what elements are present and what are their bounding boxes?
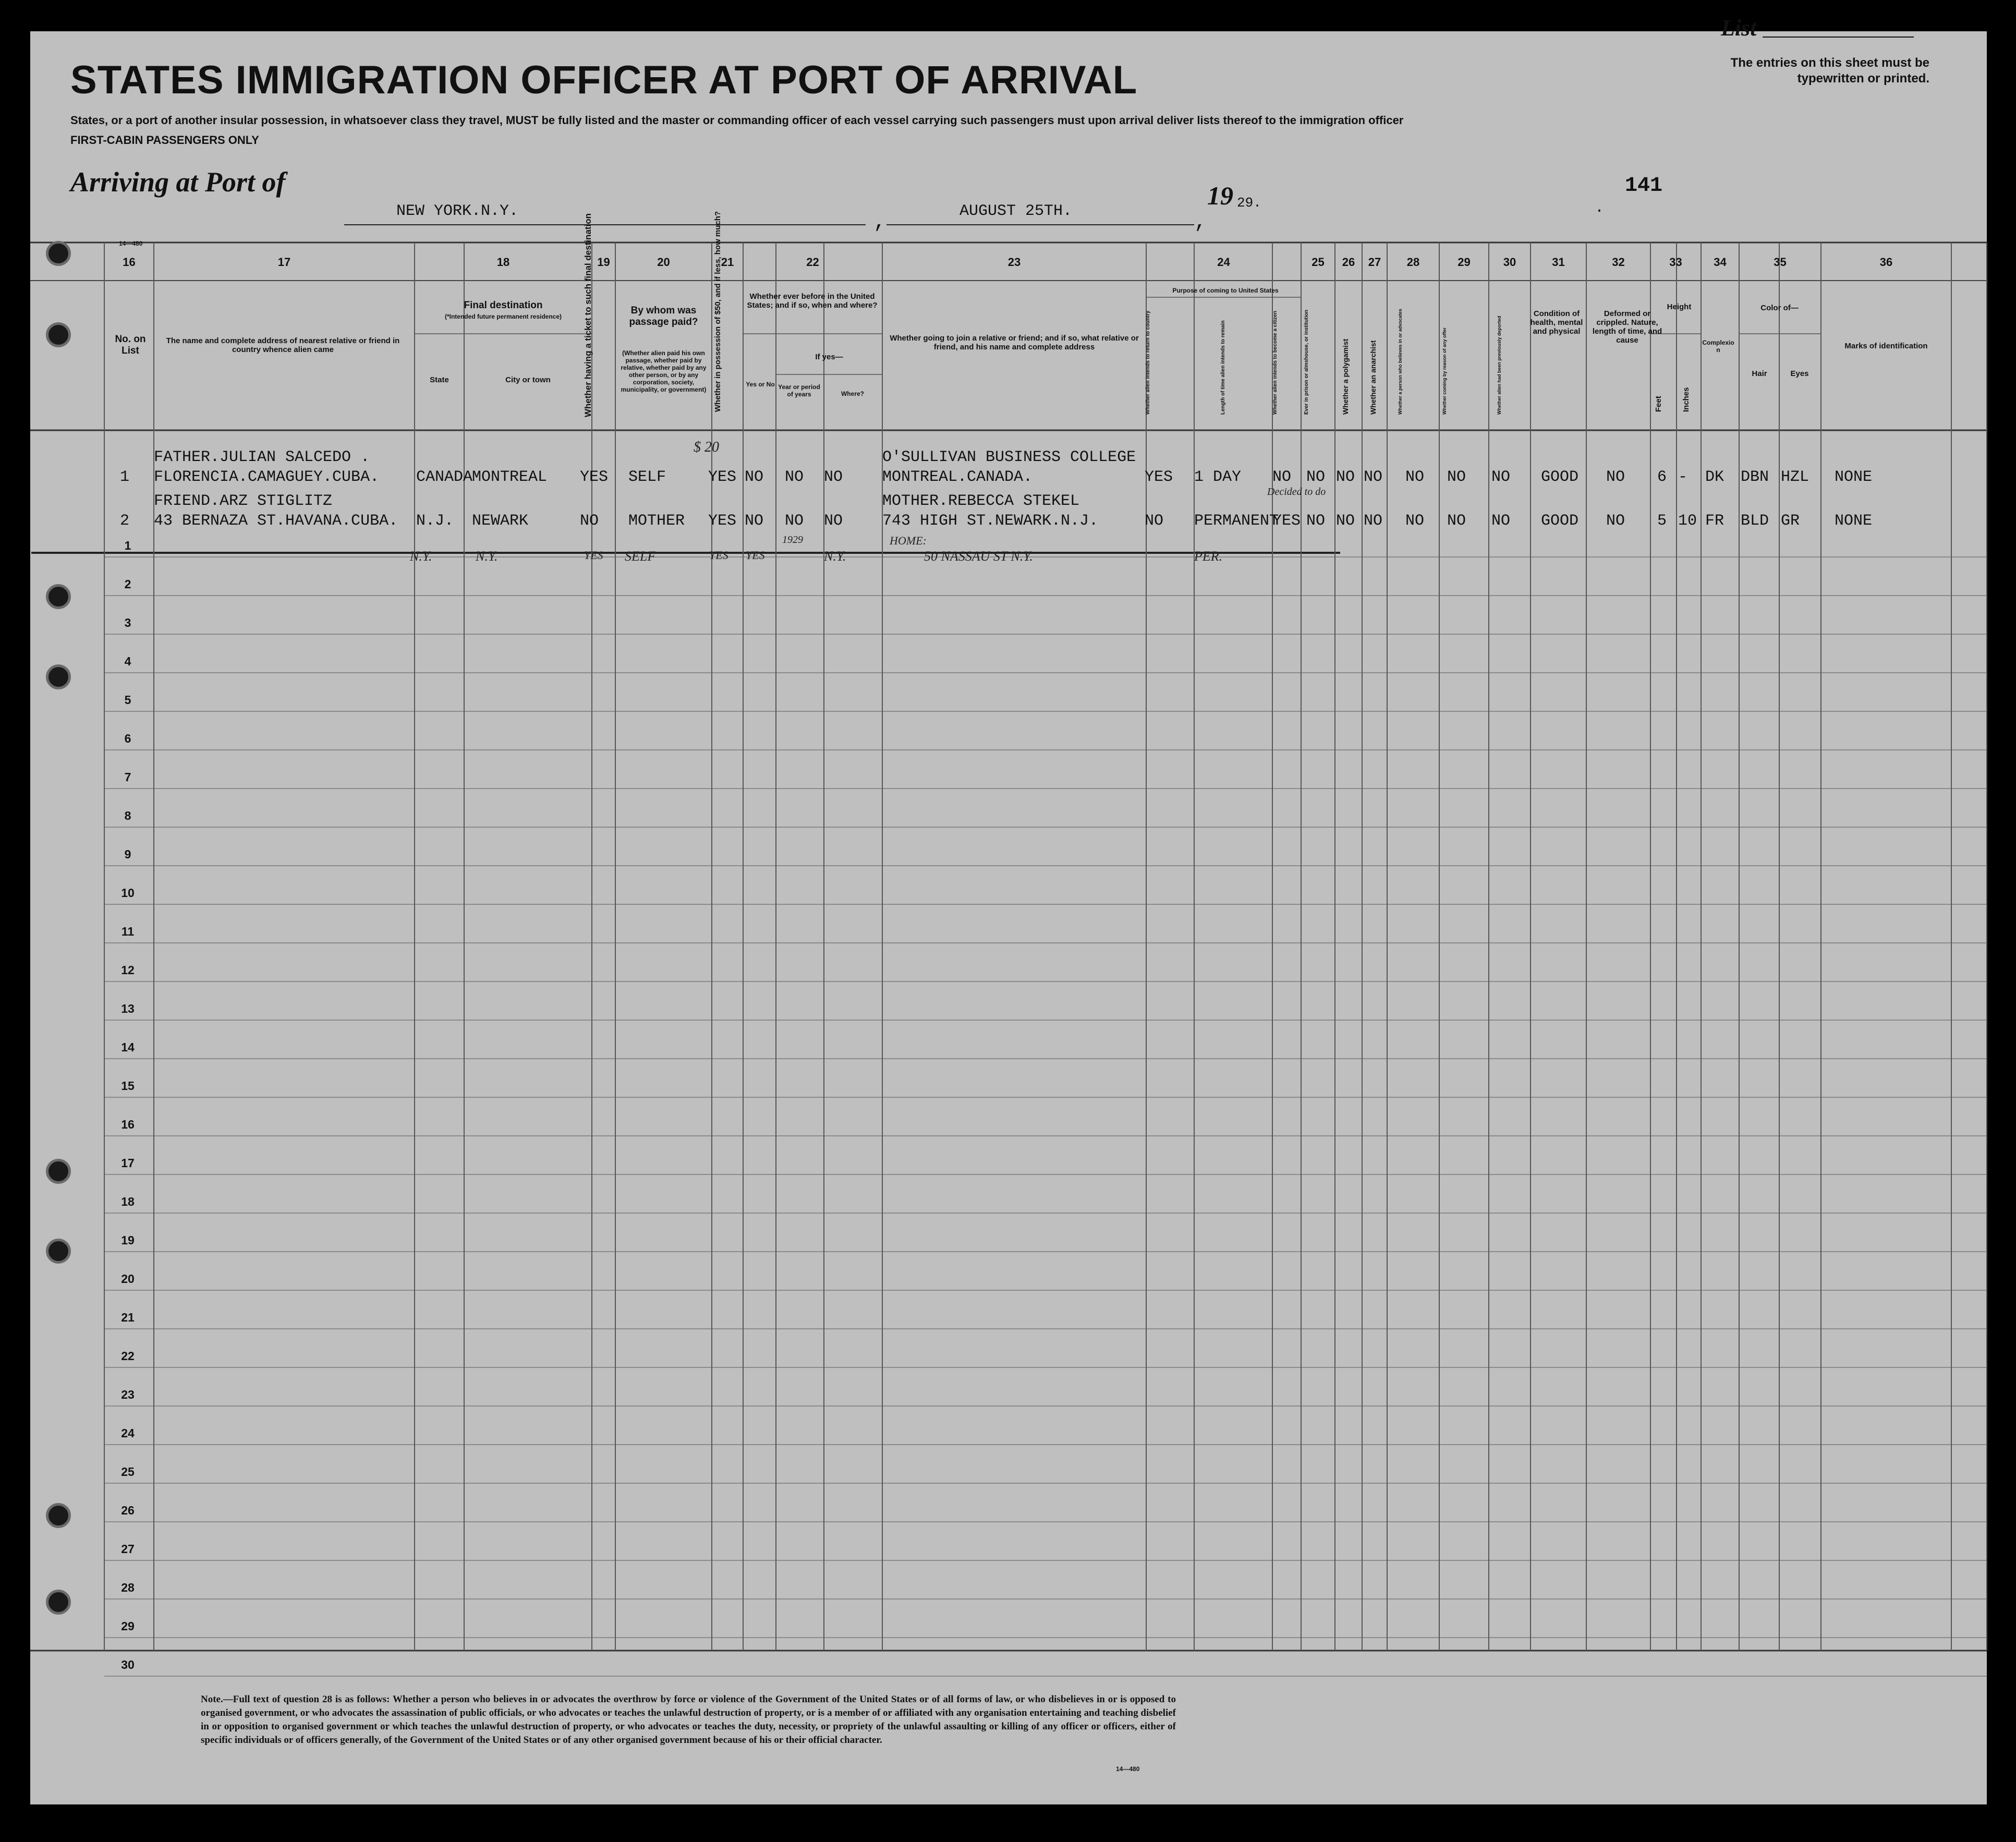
complexion: DK bbox=[1705, 468, 1724, 486]
row-number: 27 bbox=[121, 1542, 135, 1556]
return-intent: NO bbox=[1145, 512, 1164, 530]
col22-where-heading: Where? bbox=[841, 390, 864, 397]
column-number: 26 bbox=[1342, 256, 1355, 269]
hw-r3-length: PER. bbox=[1194, 549, 1223, 564]
column-number: 34 bbox=[1714, 256, 1727, 269]
hw-r3-before: YES bbox=[746, 549, 765, 562]
hw-r3-address: 50 NASSAU ST N.Y. bbox=[924, 549, 1033, 564]
typewritten-notice: The entries on this sheet must be typewritten or printed. bbox=[1730, 56, 1929, 86]
col30-heading: Whether alien had been previously deported bbox=[1497, 316, 1502, 415]
row-number: 29 bbox=[121, 1619, 135, 1633]
row-number: 13 bbox=[121, 1002, 135, 1015]
ticket: NO bbox=[580, 512, 599, 530]
row-number: 10 bbox=[121, 886, 135, 900]
col22-year-heading: Year or period of years bbox=[778, 383, 820, 398]
column-number: 36 bbox=[1879, 256, 1893, 269]
hw-r3-home: HOME: bbox=[890, 534, 927, 547]
list-number-line bbox=[1763, 37, 1914, 38]
row-number: 18 bbox=[121, 1195, 135, 1208]
binder-hole bbox=[46, 1239, 71, 1264]
port-value: NEW YORK.N.Y. bbox=[396, 202, 519, 220]
relative-address: 43 BERNAZA ST.HAVANA.CUBA. bbox=[154, 512, 398, 530]
hair: BLD bbox=[1741, 512, 1769, 530]
overthrow: NO bbox=[1405, 468, 1425, 486]
row-number: 28 bbox=[121, 1581, 135, 1594]
height-feet: 6 bbox=[1657, 468, 1667, 486]
length-stay: PERMANENT bbox=[1194, 512, 1279, 530]
row-number: 22 bbox=[121, 1349, 135, 1363]
column-number: 23 bbox=[1007, 256, 1021, 269]
row-number: 24 bbox=[121, 1426, 135, 1440]
deported: NO bbox=[1491, 512, 1511, 530]
offer: NO bbox=[1447, 512, 1466, 530]
dest-state: N.J. bbox=[416, 512, 454, 530]
row-number: 9 bbox=[124, 847, 131, 861]
binder-hole bbox=[46, 1159, 71, 1184]
column-number: 20 bbox=[657, 256, 670, 269]
row-number: 30 bbox=[121, 1658, 135, 1671]
hw-r3-year: 1929 bbox=[782, 534, 803, 546]
column-number: 32 bbox=[1612, 256, 1625, 269]
row-number: 17 bbox=[121, 1156, 135, 1170]
row-number: 2 bbox=[124, 577, 131, 591]
polygamist: NO bbox=[1336, 468, 1355, 486]
binder-hole bbox=[46, 1590, 71, 1615]
offer: NO bbox=[1447, 468, 1466, 486]
date-line bbox=[886, 224, 1194, 225]
health: GOOD bbox=[1541, 468, 1579, 486]
entry-number: 1 bbox=[120, 468, 130, 486]
before-yesno: NO bbox=[745, 468, 764, 486]
column-number: 30 bbox=[1503, 256, 1516, 269]
column-number: 18 bbox=[496, 256, 510, 269]
joining-address: 743 HIGH ST.NEWARK.N.J. bbox=[882, 512, 1099, 530]
anarchist: NO bbox=[1364, 512, 1383, 530]
dest-city: MONTREAL bbox=[472, 468, 548, 486]
before-yesno: NO bbox=[745, 512, 764, 530]
marks: NONE bbox=[1835, 468, 1873, 486]
hw-r3-city: N.Y. bbox=[476, 549, 498, 564]
col31-heading: Condition of health, mental and physical bbox=[1530, 309, 1583, 336]
column-number: 25 bbox=[1311, 256, 1325, 269]
form-number-top: 14—480 bbox=[119, 240, 143, 247]
col33-heading: Height bbox=[1667, 302, 1692, 311]
list-label: List bbox=[1721, 15, 1757, 41]
column-number: 33 bbox=[1669, 256, 1682, 269]
entry-number: 2 bbox=[120, 512, 130, 530]
has-fifty: YES bbox=[708, 468, 737, 486]
col18-note: (*Intended future permanent residence) bbox=[444, 313, 562, 320]
health: GOOD bbox=[1541, 512, 1579, 530]
deformed: NO bbox=[1606, 468, 1625, 486]
hw-r1-fifty-mark: $ 20 bbox=[694, 439, 719, 455]
col22-ifyes-heading: If yes— bbox=[815, 353, 843, 361]
row-number: 16 bbox=[121, 1118, 135, 1131]
binder-hole bbox=[46, 584, 71, 609]
col20-note: (Whether alien paid his own passage, whether paid by relative, whether paid by any other person, or by any corporation, society, municipality, or government) bbox=[621, 349, 707, 393]
col36-heading: Marks of identification bbox=[1844, 342, 1928, 350]
row-number: 20 bbox=[121, 1272, 135, 1286]
col25-heading: Ever in prison or almshouse, or institution bbox=[1304, 309, 1309, 415]
col24-heading: Purpose of coming to United States bbox=[1172, 287, 1279, 294]
page-subtitle: States, or a port of another insular possession, in whatsoever class they travel, MUST be fully listed and the master or commanding officer of each vessel carrying such passengers must upon arrival deliver lists thereof to the immigration officer bbox=[70, 114, 1404, 127]
before-year: NO bbox=[785, 468, 804, 486]
row-number: 6 bbox=[124, 732, 131, 745]
col18-city-heading: City or town bbox=[505, 375, 551, 384]
height-feet: 5 bbox=[1657, 512, 1667, 530]
citizen: NO bbox=[1272, 468, 1292, 486]
col32-heading: Deformed or crippled. Nature, length of time, and cause bbox=[1592, 309, 1662, 345]
relative-address: FLORENCIA.CAMAGUEY.CUBA. bbox=[154, 468, 380, 486]
height-inches: 10 bbox=[1678, 512, 1697, 530]
col18-state-heading: State bbox=[430, 375, 449, 384]
joining-name: MOTHER.REBECCA STEKEL bbox=[882, 492, 1080, 510]
page-number: 141 bbox=[1625, 174, 1663, 198]
before-where: NO bbox=[824, 512, 843, 530]
col28-heading: Whether a person who believes in or advocates bbox=[1398, 308, 1403, 415]
col35-hair-heading: Hair bbox=[1752, 369, 1767, 378]
return-intent: YES bbox=[1145, 468, 1173, 486]
column-number: 24 bbox=[1217, 256, 1230, 269]
col16-heading: No. on List bbox=[115, 334, 146, 356]
eyes: GR bbox=[1781, 512, 1800, 530]
binder-hole bbox=[46, 241, 71, 266]
col17-heading: The name and complete address of nearest relative or friend in country whence alien came bbox=[166, 336, 400, 354]
column-number: 19 bbox=[597, 256, 610, 269]
row-number: 3 bbox=[124, 616, 131, 629]
row-number: 15 bbox=[121, 1079, 135, 1093]
marks: NONE bbox=[1835, 512, 1873, 530]
date-value: AUGUST 25TH. bbox=[960, 202, 1073, 220]
hw-r3-where: N.Y. bbox=[824, 549, 846, 564]
col22-yesno-heading: Yes or No bbox=[746, 381, 775, 388]
column-number: 22 bbox=[806, 256, 819, 269]
col29-heading: Whether coming by reason of any offer bbox=[1442, 327, 1447, 415]
relative-name: FATHER.JULIAN SALCEDO . bbox=[154, 449, 370, 466]
row-number: 8 bbox=[124, 809, 131, 822]
deported: NO bbox=[1491, 468, 1511, 486]
binder-hole bbox=[46, 322, 71, 347]
page-title: STATES IMMIGRATION OFFICER AT PORT OF ARRIVAL bbox=[70, 58, 1138, 102]
year-suffix: 29. bbox=[1237, 195, 1261, 211]
column-number: 28 bbox=[1406, 256, 1420, 269]
column-number: 16 bbox=[123, 256, 136, 269]
col27-heading: Whether an anarchist bbox=[1369, 340, 1377, 415]
year-prefix: 19 bbox=[1207, 181, 1233, 210]
prison: NO bbox=[1306, 512, 1326, 530]
paid-by: SELF bbox=[628, 468, 666, 486]
length-stay: 1 DAY bbox=[1194, 468, 1242, 486]
column-number: 27 bbox=[1368, 256, 1381, 269]
row-number: 4 bbox=[124, 655, 131, 668]
dest-state: CANADA bbox=[416, 468, 473, 486]
before-year: NO bbox=[785, 512, 804, 530]
col24c-heading: Whether alien intends to become a citizen bbox=[1272, 311, 1278, 415]
hw-r3-paid: SELF bbox=[625, 549, 656, 564]
row-number: 1 bbox=[124, 539, 131, 552]
before-where: NO bbox=[824, 468, 843, 486]
column-number: 31 bbox=[1552, 256, 1565, 269]
binder-hole bbox=[46, 664, 71, 689]
col33-feet-heading: Feet bbox=[1654, 396, 1663, 412]
eyes: HZL bbox=[1781, 468, 1809, 486]
col20-heading: By whom was passage paid? bbox=[629, 305, 698, 328]
prison: NO bbox=[1306, 468, 1326, 486]
column-number: 17 bbox=[277, 256, 291, 269]
footnote: Note.—Full text of question 28 is as follows: Whether a person who believes in or advocates the overthrow by force or violence of the Government of the United States or of all forms of law, or who disbelieves in or is opposed to organised government, or who advocates the assassination of public officials, or who advocates or teaches the unlawful destruction of property, or is a member of or affiliated with any organisation entertaining and teaching disbelief in or opposition to organised government or which teaches the unlawful destruction of property, or who advocates or teaches the duty, necessity, or propriety of the unlawful assaulting or killing of any officer or officers, either of specific individuals or of officers generally, of the Government of the United States or of any other organised government because of his or their official character. bbox=[201, 1694, 1176, 1746]
passenger-class: FIRST-CABIN PASSENGERS ONLY bbox=[70, 134, 259, 147]
col19-heading: Whether having a ticket to such final destination bbox=[583, 213, 593, 417]
col24a-heading: Whether alien intends to return to country bbox=[1145, 310, 1151, 415]
col23-heading: Whether going to join a relative or friend; and if so, what relative or friend, and his name and complete address bbox=[890, 334, 1139, 352]
hw-r3-fifty: YES bbox=[709, 549, 728, 562]
row-number: 11 bbox=[121, 925, 135, 938]
anarchist: NO bbox=[1364, 468, 1383, 486]
row-number: 5 bbox=[124, 693, 131, 707]
column-number: 21 bbox=[721, 256, 734, 269]
row-number: 7 bbox=[124, 770, 131, 784]
row-number: 25 bbox=[121, 1465, 135, 1479]
relative-name: FRIEND.ARZ STIGLITZ bbox=[154, 492, 333, 510]
overthrow: NO bbox=[1405, 512, 1425, 530]
column-number: 35 bbox=[1774, 256, 1787, 269]
height-inches: - bbox=[1678, 468, 1688, 486]
dest-city: NEWARK bbox=[472, 512, 529, 530]
hw-r3-ticket: YES bbox=[584, 549, 603, 562]
row-number: 14 bbox=[121, 1040, 135, 1054]
hw-r3-state: N.Y. bbox=[410, 549, 432, 564]
ticket: YES bbox=[580, 468, 609, 486]
col34-heading: Complexion bbox=[1702, 339, 1734, 354]
arriving-label: Arriving at Port of bbox=[70, 166, 286, 198]
col24b-heading: Length of time alien intends to remain bbox=[1220, 320, 1226, 415]
complexion: FR bbox=[1705, 512, 1724, 530]
citizen: YES bbox=[1272, 512, 1301, 530]
col21-heading: Whether in possession of $50, and if less, how much? bbox=[713, 211, 722, 412]
joining-address: MONTREAL.CANADA. bbox=[882, 468, 1033, 486]
binder-hole bbox=[46, 1503, 71, 1528]
hw-r1-citizen-mark: Decided to do bbox=[1267, 486, 1326, 498]
row-number: 19 bbox=[121, 1233, 135, 1247]
col33-inches-heading: Inches bbox=[1682, 387, 1691, 412]
hair: DBN bbox=[1741, 468, 1769, 486]
row-number: 12 bbox=[121, 963, 135, 977]
form-number-bottom: 14—480 bbox=[1116, 1765, 1140, 1773]
port-line bbox=[344, 224, 866, 225]
has-fifty: YES bbox=[708, 512, 737, 530]
paid-by: MOTHER bbox=[628, 512, 685, 530]
column-number: 29 bbox=[1458, 256, 1471, 269]
row-number: 21 bbox=[121, 1311, 135, 1324]
row-number: 23 bbox=[121, 1388, 135, 1401]
col18-heading: Final destination bbox=[464, 300, 543, 311]
col22-heading: Whether ever before in the United States; and if so, when and where? bbox=[747, 292, 878, 310]
row-number: 26 bbox=[121, 1504, 135, 1517]
joining-name: O'SULLIVAN BUSINESS COLLEGE bbox=[882, 449, 1136, 466]
col35-eyes-heading: Eyes bbox=[1790, 369, 1809, 378]
polygamist: NO bbox=[1336, 512, 1355, 530]
col35-heading: Color of— bbox=[1760, 304, 1799, 312]
deformed: NO bbox=[1606, 512, 1625, 530]
col26-heading: Whether a polygamist bbox=[1341, 338, 1350, 415]
